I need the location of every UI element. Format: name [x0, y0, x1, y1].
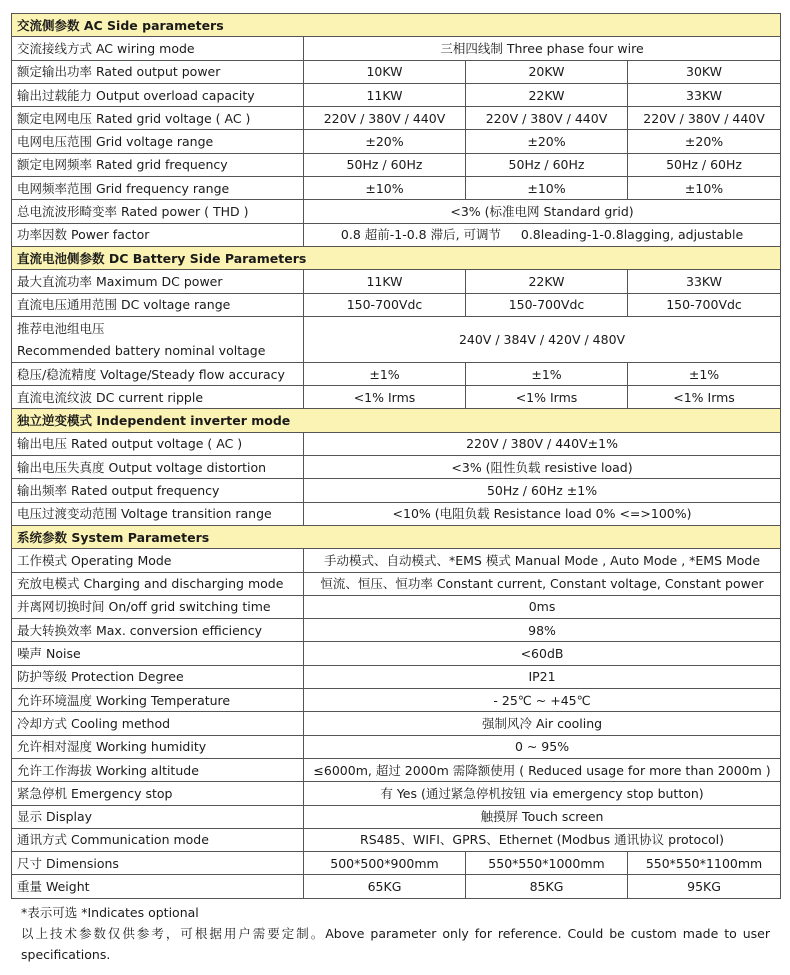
row-label-text: 通讯方式 Communication mode	[17, 832, 209, 848]
row-label-text: 防护等级 Protection Degree	[17, 669, 184, 685]
row-value: 三相四线制 Three phase four wire	[304, 37, 781, 60]
row-label-text: 额定电网电压 Rated grid voltage ( AC )	[17, 110, 251, 126]
section-header	[12, 14, 781, 37]
row-label-text-en: Recommended battery nominal voltage	[17, 342, 266, 358]
row-label-text: 尺寸 Dimensions	[17, 855, 119, 871]
row-label	[12, 456, 304, 479]
row-label-text: 直流电压通用范围 DC voltage range	[17, 297, 231, 313]
row-value: <1% Irms	[628, 386, 781, 409]
spec-table-container	[11, 13, 780, 899]
row-label	[12, 432, 304, 455]
row-value: 500*500*900mm	[304, 852, 466, 875]
row-label	[12, 642, 304, 665]
table-row	[12, 689, 781, 712]
row-label-text: 直流电流纹波 DC current ripple	[17, 389, 204, 405]
row-value: <60dB	[304, 642, 781, 665]
row-value: <1% Irms	[466, 386, 628, 409]
row-label-text: 噪声 Noise	[17, 646, 81, 662]
table-row	[12, 316, 781, 362]
table-row	[12, 83, 781, 106]
row-value: 95KG	[628, 875, 781, 898]
row-value: 22KW	[466, 270, 628, 293]
row-label	[12, 805, 304, 828]
row-value: 550*550*1000mm	[466, 852, 628, 875]
row-value: 85KG	[466, 875, 628, 898]
table-row	[12, 502, 781, 525]
row-label	[12, 782, 304, 805]
row-label	[12, 595, 304, 618]
row-value: <3% (标准电网 Standard grid)	[304, 200, 781, 223]
row-label	[12, 572, 304, 595]
section-header	[12, 246, 781, 269]
row-label	[12, 316, 304, 362]
row-label	[12, 386, 304, 409]
row-label-text: 输出电压 Rated output voltage ( AC )	[17, 436, 243, 452]
row-label-text: 充放电模式 Charging and discharging mode	[17, 576, 284, 592]
table-row	[12, 619, 781, 642]
row-value: 150-700Vdc	[304, 293, 466, 316]
section-header	[12, 409, 781, 432]
row-label-text: 总电流波形畸变率 Rated power ( THD )	[17, 204, 249, 220]
table-row	[12, 153, 781, 176]
row-value: 150-700Vdc	[628, 293, 781, 316]
row-label-text: 输出频率 Rated output frequency	[17, 482, 220, 498]
row-label-text: 最大转换效率 Max. conversion efficiency	[17, 622, 262, 638]
row-value: ±10%	[304, 177, 466, 200]
row-label-text: 电压过渡变动范围 Voltage transition range	[17, 506, 272, 522]
notes	[13, 902, 770, 965]
row-value: 220V / 380V / 440V	[304, 107, 466, 130]
row-value: <3% (阻性负载 resistive load)	[304, 456, 781, 479]
row-value: 33KW	[628, 83, 781, 106]
row-value: ±20%	[466, 130, 628, 153]
row-value: 98%	[304, 619, 781, 642]
row-label	[12, 83, 304, 106]
row-value: 50Hz / 60Hz	[466, 153, 628, 176]
row-label	[12, 270, 304, 293]
row-value: ±1%	[628, 362, 781, 385]
optional-note: *表示可选 *Indicates optional	[21, 905, 199, 920]
table-row	[12, 37, 781, 60]
table-row	[12, 362, 781, 385]
row-label	[12, 177, 304, 200]
row-value: 触摸屏 Touch screen	[304, 805, 781, 828]
table-row	[12, 782, 781, 805]
row-label	[12, 37, 304, 60]
row-value: 65KG	[304, 875, 466, 898]
row-label-text: 推荐电池组电压	[17, 320, 105, 336]
table-row	[12, 223, 781, 246]
spec-table	[11, 13, 781, 899]
table-row	[12, 177, 781, 200]
row-label-text: 允许环境温度 Working Temperature	[17, 692, 231, 708]
row-label-text: 冷却方式 Cooling method	[17, 715, 171, 731]
row-value: 0 ~ 95%	[304, 735, 781, 758]
row-value: RS485、WIFI、GPRS、Ethernet (Modbus 通讯协议 protocol)	[304, 828, 781, 851]
row-value: 11KW	[304, 83, 466, 106]
row-value: 22KW	[466, 83, 628, 106]
row-label	[12, 549, 304, 572]
row-label	[12, 200, 304, 223]
row-value: 30KW	[628, 60, 781, 83]
row-label	[12, 60, 304, 83]
table-row	[12, 595, 781, 618]
row-label-text: 输出电压失真度 Output voltage distortion	[17, 459, 267, 475]
row-label-text: 额定电网频率 Rated grid frequency	[17, 157, 228, 173]
row-value: ±20%	[628, 130, 781, 153]
row-label	[12, 293, 304, 316]
spec-table-body	[12, 14, 781, 899]
table-row	[12, 572, 781, 595]
row-label-text: 电网电压范围 Grid voltage range	[17, 134, 214, 150]
table-row	[12, 828, 781, 851]
row-label	[12, 828, 304, 851]
row-label	[12, 689, 304, 712]
table-row	[12, 293, 781, 316]
row-value: 强制风冷 Air cooling	[304, 712, 781, 735]
row-value: ≤6000m, 超过 2000m 需降额使用 ( Reduced usage for more than 2000m )	[304, 758, 781, 781]
row-value: ±20%	[304, 130, 466, 153]
row-value: 0ms	[304, 595, 781, 618]
table-row	[12, 805, 781, 828]
row-value: 240V / 384V / 420V / 480V	[304, 316, 781, 362]
row-label	[12, 130, 304, 153]
row-value: 50Hz / 60Hz ±1%	[304, 479, 781, 502]
row-value: 50Hz / 60Hz	[628, 153, 781, 176]
row-value: 33KW	[628, 270, 781, 293]
row-value: 有 Yes (通过紧急停机按钮 via emergency stop button)	[304, 782, 781, 805]
table-row	[12, 549, 781, 572]
row-label	[12, 758, 304, 781]
table-row	[12, 875, 781, 898]
row-value: IP21	[304, 665, 781, 688]
table-row	[12, 852, 781, 875]
row-value: 150-700Vdc	[466, 293, 628, 316]
table-row	[12, 200, 781, 223]
row-label	[12, 107, 304, 130]
row-label-text: 交流接线方式 AC wiring mode	[17, 40, 195, 56]
row-label-text: 稳压/稳流精度 Voltage/Steady flow accuracy	[17, 366, 285, 382]
table-row	[12, 456, 781, 479]
row-value: 手动模式、自动模式、*EMS 模式 Manual Mode , Auto Mode , *EMS Mode	[304, 549, 781, 572]
row-value: 220V / 380V / 440V	[466, 107, 628, 130]
section-title: 交流侧参数 AC Side parameters	[12, 14, 781, 37]
row-value: 550*550*1100mm	[628, 852, 781, 875]
row-value: 20KW	[466, 60, 628, 83]
section-title: 独立逆变模式 Independent inverter mode	[12, 409, 781, 432]
section-title: 系统参数 System Parameters	[12, 525, 781, 548]
table-row	[12, 735, 781, 758]
row-label	[12, 362, 304, 385]
row-label	[12, 619, 304, 642]
row-label	[12, 153, 304, 176]
row-label-text: 最大直流功率 Maximum DC power	[17, 273, 223, 289]
row-value: ±1%	[304, 362, 466, 385]
row-value: <1% Irms	[304, 386, 466, 409]
row-value: ±10%	[466, 177, 628, 200]
row-label-text: 工作模式 Operating Mode	[17, 552, 172, 568]
row-value: 10KW	[304, 60, 466, 83]
row-label-text: 允许工作海拔 Working altitude	[17, 762, 199, 778]
table-row	[12, 130, 781, 153]
row-label-text: 显示 Display	[17, 809, 93, 825]
table-row	[12, 642, 781, 665]
row-label	[12, 665, 304, 688]
reference-note: 以上技术参数仅供参考，可根据用户需要定制。Above parameter only for reference. Could be custom made to user specifications.	[21, 926, 770, 962]
row-label-text: 允许相对湿度 Working humidity	[17, 739, 207, 755]
row-value: ±1%	[466, 362, 628, 385]
row-value: ±10%	[628, 177, 781, 200]
row-label-text: 并离网切换时间 On/off grid switching time	[17, 599, 271, 615]
row-value: 0.8 超前-1-0.8 滞后, 可调节 0.8leading-1-0.8lagging, adjustable	[304, 223, 781, 246]
table-row	[12, 60, 781, 83]
row-label-text: 紧急停机 Emergency stop	[17, 785, 173, 801]
row-value: - 25℃ ~ +45℃	[304, 689, 781, 712]
table-row	[12, 432, 781, 455]
row-value: 恒流、恒压、恒功率 Constant current, Constant voltage, Constant power	[304, 572, 781, 595]
row-label-text: 功率因数 Power factor	[17, 227, 150, 243]
row-label-text: 输出过载能力 Output overload capacity	[17, 87, 255, 103]
section-header	[12, 525, 781, 548]
section-title: 直流电池侧参数 DC Battery Side Parameters	[12, 246, 781, 269]
row-label-text: 重量 Weight	[17, 879, 90, 895]
table-row	[12, 107, 781, 130]
row-label-text: 电网频率范围 Grid frequency range	[17, 180, 230, 196]
row-label	[12, 223, 304, 246]
row-value: 220V / 380V / 440V	[628, 107, 781, 130]
table-row	[12, 758, 781, 781]
table-row	[12, 479, 781, 502]
row-value: 220V / 380V / 440V±1%	[304, 432, 781, 455]
row-label	[12, 852, 304, 875]
row-label-text: 额定输出功率 Rated output power	[17, 64, 221, 80]
row-value: 50Hz / 60Hz	[304, 153, 466, 176]
table-row	[12, 386, 781, 409]
row-value: <10% (电阻负载 Resistance load 0% <=>100%)	[304, 502, 781, 525]
row-label	[12, 712, 304, 735]
row-label	[12, 735, 304, 758]
row-value: 11KW	[304, 270, 466, 293]
table-row	[12, 270, 781, 293]
row-label	[12, 479, 304, 502]
row-label	[12, 875, 304, 898]
table-row	[12, 712, 781, 735]
table-row	[12, 665, 781, 688]
row-label	[12, 502, 304, 525]
